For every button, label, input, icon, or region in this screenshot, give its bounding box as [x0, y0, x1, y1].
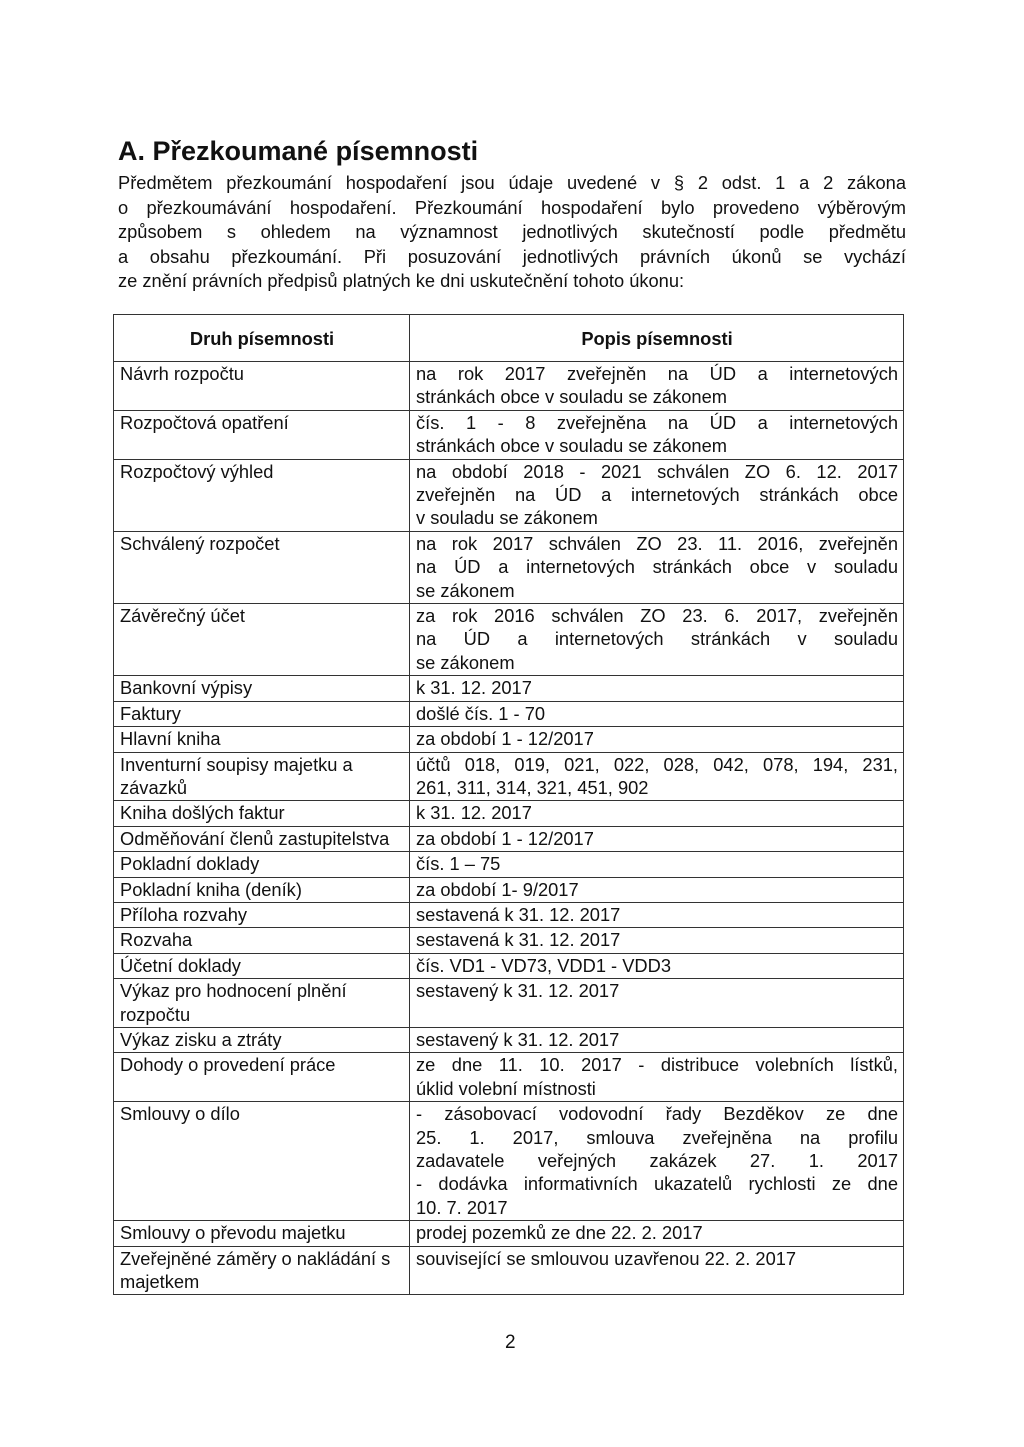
- description-line: za období 1 - 12/2017: [416, 728, 594, 750]
- document-type-cell: Příloha rozvahy: [114, 902, 410, 927]
- table-row: [114, 676, 904, 701]
- document-type-cell: Pokladní doklady: [114, 852, 410, 877]
- description-line: na ÚD a internetových stránkách obce v souladu: [416, 556, 898, 578]
- intro-line: o přezkoumávání hospodaření. Přezkoumání hospodaření bylo provedeno výběrovým: [118, 196, 906, 218]
- document-description-cell: [410, 676, 904, 701]
- document-description-cell: [410, 604, 904, 676]
- document-description-cell: [410, 1221, 904, 1246]
- table-row: [114, 902, 904, 927]
- document-type-cell: Hlavní kniha: [114, 727, 410, 752]
- description-line: na období 2018 - 2021 schválen ZO 6. 12. 2017: [416, 460, 898, 482]
- table-row: [114, 826, 904, 851]
- description-line: k 31. 12. 2017: [416, 802, 532, 824]
- table-row: [114, 410, 904, 459]
- intro-paragraph: [118, 171, 906, 294]
- description-line: 25. 1. 2017, smlouva zveřejněna na profilu: [416, 1126, 898, 1148]
- document-description-cell: [410, 826, 904, 851]
- document-type-cell: Kniha došlých faktur: [114, 801, 410, 826]
- description-line: se zákonem: [416, 579, 515, 601]
- document-description-cell: [410, 902, 904, 927]
- section-heading: A. Přezkoumané písemnosti: [118, 136, 479, 166]
- table-row: [114, 1221, 904, 1246]
- table-row: [114, 953, 904, 978]
- document-type-cell: Schválený rozpočet: [114, 531, 410, 603]
- document-type-cell: Výkaz zisku a ztráty: [114, 1027, 410, 1052]
- description-line: - zásobovací vodovodní řady Bezděkov ze dne: [416, 1103, 898, 1125]
- document-description-cell: [410, 852, 904, 877]
- intro-line: ze znění právních předpisů platných ke dni uskutečnění tohoto úkonu:: [118, 270, 685, 292]
- description-line: zadavatele veřejných zakázek 27. 1. 2017: [416, 1150, 898, 1171]
- documents-table: [113, 314, 904, 1295]
- table-row: [114, 459, 904, 531]
- document-type-cell: Bankovní výpisy: [114, 676, 410, 701]
- description-line: zveřejněn na ÚD a internetových stránkách obce: [416, 484, 898, 506]
- document-type-cell: Zveřejněné záměry o nakládání s majetkem: [114, 1246, 410, 1295]
- description-line: na ÚD a internetových stránkách v souladu: [416, 628, 898, 650]
- document-type-cell: Smlouvy o převodu majetku: [114, 1221, 410, 1246]
- table-row: [114, 877, 904, 902]
- document-description-cell: [410, 1053, 904, 1102]
- document-description-cell: [410, 1102, 904, 1221]
- description-line: se zákonem: [416, 651, 515, 673]
- page-number: 2: [505, 1332, 516, 1353]
- document-type-cell: Návrh rozpočtu: [114, 362, 410, 411]
- description-line: - dodávka informativních ukazatelů rychlosti ze dne: [416, 1173, 898, 1195]
- document-description-cell: [410, 459, 904, 531]
- document-type-cell: Rozpočtový výhled: [114, 459, 410, 531]
- document-type-cell: Účetní doklady: [114, 953, 410, 978]
- description-line: stránkách obce v souladu se zákonem: [416, 435, 727, 457]
- table-row: [114, 928, 904, 953]
- description-line: za rok 2016 schválen ZO 23. 6. 2017, zveřejněn: [416, 605, 898, 627]
- table-header-row: [114, 315, 904, 362]
- document-description-cell: [410, 1027, 904, 1052]
- document-description-cell: [410, 701, 904, 726]
- document-description-cell: [410, 410, 904, 459]
- document-type-cell: Smlouvy o dílo: [114, 1102, 410, 1221]
- document-type-cell: Rozpočtová opatření: [114, 410, 410, 459]
- table-row: [114, 852, 904, 877]
- table-row: [114, 727, 904, 752]
- document-type-cell: Rozvaha: [114, 928, 410, 953]
- description-line: sestavený k 31. 12. 2017: [416, 980, 620, 1002]
- document-description-cell: [410, 979, 904, 1028]
- description-line: prodej pozemků ze dne 22. 2. 2017: [416, 1222, 703, 1244]
- description-line: sestavená k 31. 12. 2017: [416, 903, 621, 925]
- table-row: [114, 701, 904, 726]
- document-description-cell: [410, 727, 904, 752]
- document-type-cell: Pokladní kniha (deník): [114, 877, 410, 902]
- table-row: [114, 1246, 904, 1295]
- document-type-cell: Inventurní soupisy majetku a závazků: [114, 752, 410, 801]
- document-description-cell: [410, 362, 904, 411]
- intro-line: způsobem s ohledem na významnost jednotlivých skutečností podle předmětu: [118, 221, 906, 243]
- document-type-cell: Faktury: [114, 701, 410, 726]
- table-row: [114, 604, 904, 676]
- document-description-cell: [410, 1246, 904, 1295]
- document-description-cell: [410, 928, 904, 953]
- description-line: sestavená k 31. 12. 2017: [416, 929, 621, 951]
- table-row: [114, 979, 904, 1028]
- description-line: na rok 2017 schválen ZO 23. 11. 2016, zveřejněn: [416, 532, 898, 554]
- description-line: stránkách obce v souladu se zákonem: [416, 386, 727, 408]
- description-line: k 31. 12. 2017: [416, 677, 532, 699]
- table-row: [114, 801, 904, 826]
- document-description-cell: [410, 531, 904, 603]
- description-line: ze dne 11. 10. 2017 - distribuce volebních lístků,: [416, 1054, 898, 1076]
- document-type-cell: Dohody o provedení práce: [114, 1053, 410, 1102]
- table-row: [114, 531, 904, 603]
- column-header-description: Popis písemnosti: [410, 315, 904, 362]
- description-line: za období 1- 9/2017: [416, 878, 579, 900]
- description-line: čís. 1 - 8 zveřejněna na ÚD a internetových: [416, 411, 898, 433]
- document-type-cell: Závěrečný účet: [114, 604, 410, 676]
- description-line: čís. VD1 - VD73, VDD1 - VDD3: [416, 954, 671, 976]
- description-line: 10. 7. 2017: [416, 1196, 508, 1218]
- document-description-cell: [410, 877, 904, 902]
- description-line: v souladu se zákonem: [416, 507, 598, 529]
- column-header-type: Druh písemnosti: [114, 315, 410, 362]
- description-line: došlé čís. 1 - 70: [416, 702, 546, 724]
- table-row: [114, 752, 904, 801]
- description-line: čís. 1 – 75: [416, 853, 501, 875]
- document-description-cell: [410, 752, 904, 801]
- document-description-cell: [410, 801, 904, 826]
- description-line: na rok 2017 zveřejněn na ÚD a internetových: [416, 363, 898, 384]
- document-type-cell: Odměňování členů zastupitelstva: [114, 826, 410, 851]
- description-line: úklid volební místnosti: [416, 1077, 596, 1099]
- table-row: [114, 1027, 904, 1052]
- document-type-cell: Výkaz pro hodnocení plnění rozpočtu: [114, 979, 410, 1028]
- description-line: související se smlouvou uzavřenou 22. 2. 2017: [416, 1247, 797, 1269]
- table-row: [114, 1053, 904, 1102]
- description-line: 261, 311, 314, 321, 451, 902: [416, 776, 649, 798]
- description-line: za období 1 - 12/2017: [416, 827, 594, 849]
- table-row: [114, 362, 904, 411]
- description-line: sestavený k 31. 12. 2017: [416, 1028, 620, 1050]
- document-description-cell: [410, 953, 904, 978]
- intro-line: a obsahu přezkoumání. Při posuzování jednotlivých právních úkonů se vychází: [118, 245, 906, 267]
- intro-line: Předmětem přezkoumání hospodaření jsou údaje uvedené v § 2 odst. 1 a 2 zákona: [118, 172, 906, 193]
- description-line: účtů 018, 019, 021, 022, 028, 042, 078, 194, 231,: [416, 753, 898, 775]
- table-row: [114, 1102, 904, 1221]
